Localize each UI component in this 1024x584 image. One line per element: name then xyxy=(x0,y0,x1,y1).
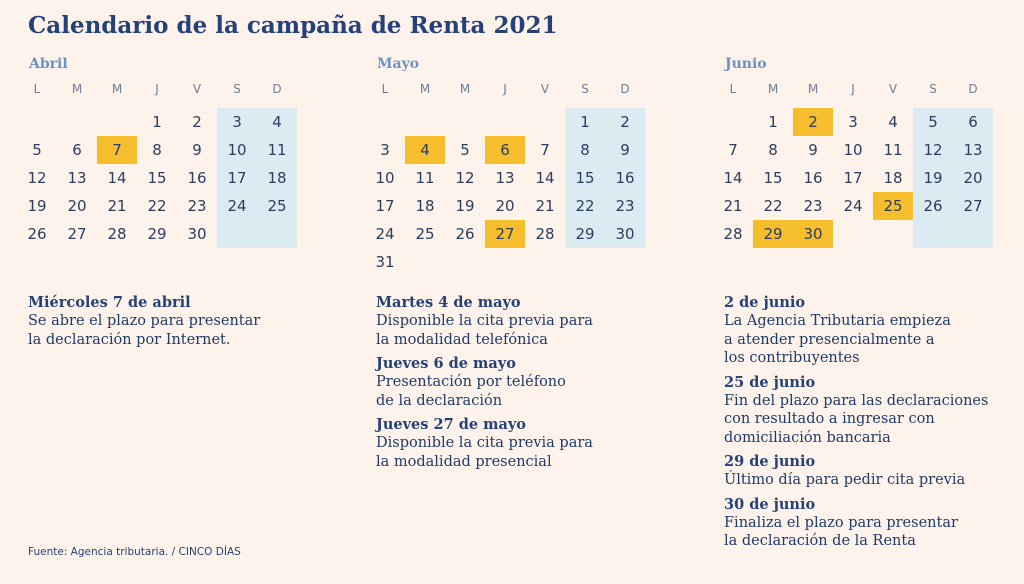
calendar-day: 25 xyxy=(415,225,435,243)
calendar-day: 17 xyxy=(227,169,247,187)
weekday-header: V xyxy=(540,82,550,96)
event-date: 2 de junio xyxy=(724,294,806,311)
month-name: Mayo xyxy=(377,56,420,72)
calendar-day: 18 xyxy=(267,169,287,187)
event-item xyxy=(724,294,1014,368)
event-date: 30 de junio xyxy=(724,495,816,513)
calendar-day: 26 xyxy=(923,197,943,215)
highlighted-day: 25 xyxy=(873,192,913,220)
calendar-day: 2 xyxy=(620,113,630,131)
event-date: Miércoles 7 de abril xyxy=(28,294,191,311)
calendar-day: 11 xyxy=(415,169,435,187)
calendar-day: 18 xyxy=(415,197,435,215)
calendar-day: 5 xyxy=(928,113,938,131)
calendar-day: 23 xyxy=(187,197,207,215)
calendar-day: 5 xyxy=(460,141,470,159)
events-may xyxy=(376,294,666,477)
weekday-header: M xyxy=(111,82,123,96)
event-item xyxy=(376,416,666,471)
calendar-day: 14 xyxy=(535,169,555,187)
calendar-day: 8 xyxy=(768,141,778,159)
calendar-day: 8 xyxy=(580,141,590,159)
calendar-day: 28 xyxy=(723,225,743,243)
calendar-day: 11 xyxy=(883,141,903,159)
event-description: Finaliza el plazo para presentar xyxy=(724,514,958,531)
highlighted-day: 27 xyxy=(485,220,525,248)
event-item xyxy=(28,294,318,349)
calendar-day: 22 xyxy=(147,197,167,215)
event-description: de la declaración xyxy=(376,392,503,409)
event-item xyxy=(724,496,1014,551)
event-description: los contribuyentes xyxy=(724,350,860,366)
calendar-day: 24 xyxy=(227,197,247,215)
calendar-day: 11 xyxy=(267,141,287,159)
highlighted-day: 6 xyxy=(485,136,525,164)
calendar-day: 15 xyxy=(763,169,783,187)
calendar-day: 7 xyxy=(728,141,738,159)
calendar-day: 10 xyxy=(843,141,863,159)
calendar-day: 30 xyxy=(187,225,207,243)
event-description: Fin del plazo para las declaraciones xyxy=(724,392,989,409)
event-date: Jueves 6 de mayo xyxy=(376,355,516,372)
calendar-day: 17 xyxy=(375,197,395,215)
calendar-day: 29 xyxy=(147,225,167,243)
weekday-header: M xyxy=(807,82,819,96)
calendar-day: 14 xyxy=(107,169,127,187)
calendar-day: 20 xyxy=(963,169,983,187)
weekday-header: D xyxy=(620,82,630,96)
calendar-day: 19 xyxy=(923,169,943,187)
page-title: Calendario de la campaña de Renta 2021 xyxy=(28,12,558,39)
calendar-day: 18 xyxy=(883,169,903,187)
weekday-header: D xyxy=(968,82,978,96)
calendar-day: 16 xyxy=(615,169,635,187)
calendar-day: 14 xyxy=(723,169,743,187)
event-description: con resultado a ingresar con xyxy=(724,411,935,427)
calendar-day: 25 xyxy=(267,197,287,215)
event-description: domiciliación bancaria xyxy=(724,429,891,446)
calendar-day: 13 xyxy=(495,169,515,187)
calendar-day: 31 xyxy=(375,253,395,271)
weekday-header: L xyxy=(381,82,389,96)
calendar-day: 16 xyxy=(187,169,207,187)
event-description: Presentación por teléfono xyxy=(376,374,566,390)
calendar-day: 12 xyxy=(27,169,47,187)
event-description: la modalidad telefónica xyxy=(376,331,548,348)
weekday-header: J xyxy=(851,82,855,96)
calendar-day: 27 xyxy=(963,197,983,215)
event-description: la declaración de la Renta xyxy=(724,533,916,549)
weekday-header: M xyxy=(419,82,431,96)
calendar-day: 28 xyxy=(535,225,555,243)
weekday-header: S xyxy=(929,82,937,96)
event-item xyxy=(724,453,1014,490)
event-description: Último día para pedir cita previa xyxy=(724,472,966,488)
weekday-header: M xyxy=(767,82,779,96)
events-april xyxy=(28,294,318,355)
calendar-day: 20 xyxy=(495,197,515,215)
weekday-header: D xyxy=(272,82,282,96)
weekday-header: L xyxy=(33,82,41,96)
calendar-day: 21 xyxy=(723,197,743,215)
event-description: a atender presencialmente a xyxy=(724,331,935,348)
calendar-day: 2 xyxy=(192,113,202,131)
calendar-day: 10 xyxy=(227,141,247,159)
event-date: Jueves 27 de mayo xyxy=(376,416,526,433)
highlighted-day: 2 xyxy=(793,108,833,136)
highlighted-day: 30 xyxy=(793,220,833,248)
calendar-day: 29 xyxy=(575,225,595,243)
weekday-header: V xyxy=(888,82,898,96)
calendar-day: 15 xyxy=(575,169,595,187)
event-description: la modalidad presencial xyxy=(376,453,552,470)
weekday-header: S xyxy=(581,82,589,96)
calendar-day: 3 xyxy=(848,113,858,131)
calendar-day: 1 xyxy=(580,113,590,131)
calendar-day: 19 xyxy=(27,197,47,215)
weekday-header: J xyxy=(155,82,159,96)
events-june xyxy=(724,294,1014,557)
calendar-day: 21 xyxy=(107,197,127,215)
calendar-day: 27 xyxy=(67,225,87,243)
weekday-header: J xyxy=(503,82,507,96)
calendar-day: 1 xyxy=(768,113,778,131)
calendar-day: 3 xyxy=(232,113,242,131)
calendar-day: 1 xyxy=(152,113,162,131)
event-date: 29 de junio xyxy=(724,453,816,470)
calendar-day: 21 xyxy=(535,197,555,215)
highlighted-day: 29 xyxy=(753,220,793,248)
calendar-day: 6 xyxy=(968,113,978,131)
calendar-day: 23 xyxy=(803,197,823,215)
calendar-day: 10 xyxy=(375,169,395,187)
highlighted-day: 4 xyxy=(405,136,445,164)
event-date: Martes 4 de mayo xyxy=(376,294,521,311)
month-name: Junio xyxy=(725,56,767,72)
calendar-day: 24 xyxy=(843,197,863,215)
calendar-day: 3 xyxy=(380,141,390,159)
source-credit: Fuente: Agencia tributaria. / CINCO DÍAS xyxy=(28,546,241,558)
calendar-day: 23 xyxy=(615,197,635,215)
calendar-day: 4 xyxy=(272,113,282,131)
event-item xyxy=(376,294,666,349)
calendar-day: 28 xyxy=(107,225,127,243)
calendar-day: 26 xyxy=(455,225,475,243)
calendar-day: 13 xyxy=(963,141,983,159)
calendar-day: 13 xyxy=(67,169,87,187)
calendar-day: 26 xyxy=(27,225,47,243)
calendar-day: 20 xyxy=(67,197,87,215)
calendar-day: 22 xyxy=(763,197,783,215)
calendar-day: 9 xyxy=(192,141,202,159)
weekday-header: M xyxy=(459,82,471,96)
weekday-header: V xyxy=(192,82,202,96)
weekday-header: S xyxy=(233,82,241,96)
highlighted-day: 7 xyxy=(97,136,137,164)
calendar-day: 19 xyxy=(455,197,475,215)
calendar-day: 12 xyxy=(923,141,943,159)
event-description: Se abre el plazo para presentar xyxy=(28,313,261,329)
calendar-day: 7 xyxy=(540,141,550,159)
calendar-day: 9 xyxy=(620,141,630,159)
calendar-day: 5 xyxy=(32,141,42,159)
calendar-day: 16 xyxy=(803,169,823,187)
calendar-day: 30 xyxy=(615,225,635,243)
weekday-header: L xyxy=(729,82,737,96)
event-description: La Agencia Tributaria empieza xyxy=(724,313,951,329)
calendar-day: 22 xyxy=(575,197,595,215)
event-description: Disponible la cita previa para xyxy=(376,313,593,329)
month-name: Abril xyxy=(29,56,68,72)
event-date: 25 de junio xyxy=(724,373,816,391)
calendar-day: 9 xyxy=(808,141,818,159)
calendar-day: 15 xyxy=(147,169,167,187)
calendar-day: 8 xyxy=(152,141,162,159)
calendar-day: 17 xyxy=(843,169,863,187)
weekday-header: M xyxy=(71,82,83,96)
event-description: Disponible la cita previa para xyxy=(376,435,593,451)
calendar-day: 24 xyxy=(375,225,395,243)
calendar-day: 6 xyxy=(72,141,82,159)
event-description: la declaración por Internet. xyxy=(28,331,231,348)
calendar-day: 12 xyxy=(455,169,475,187)
calendar-day: 4 xyxy=(888,113,898,131)
event-item xyxy=(724,374,1014,448)
event-item xyxy=(376,355,666,410)
